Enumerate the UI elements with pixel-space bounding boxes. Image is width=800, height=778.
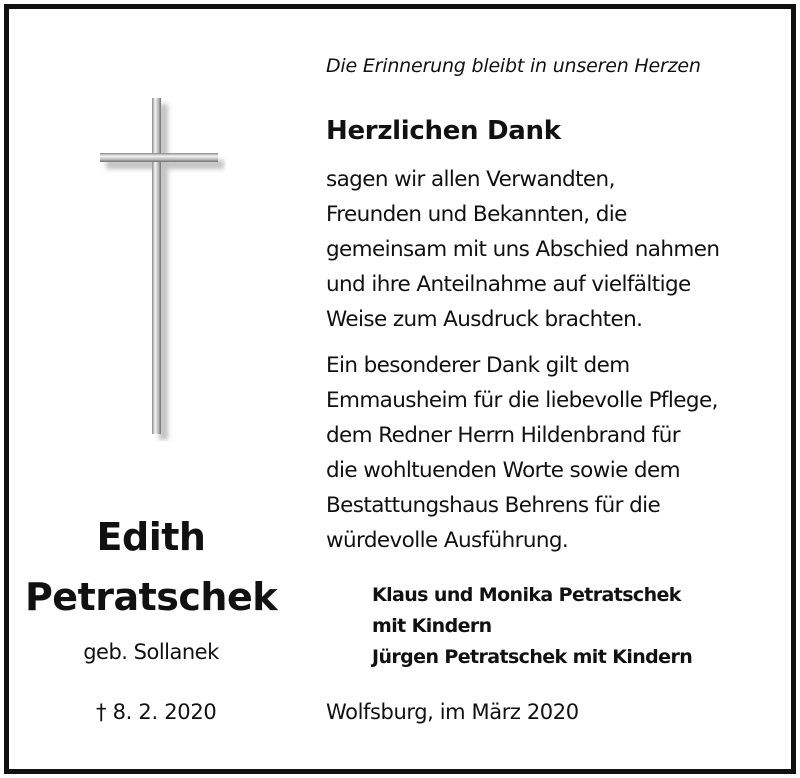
- text-line: Emmausheim für die liebevolle Pflege,: [326, 388, 718, 413]
- maiden-name: geb. Sollanek: [83, 640, 219, 664]
- memorial-motto: Die Erinnerung bleibt in unseren Herzen: [326, 55, 701, 77]
- deceased-last-name: Petratschek: [24, 575, 278, 619]
- cross-icon: [96, 96, 226, 441]
- deceased-first-name: Edith: [96, 515, 206, 559]
- text-line: Weise zum Ausdruck brachten.: [326, 307, 643, 332]
- text-line: sagen wir allen Verwandten,: [326, 167, 615, 192]
- text-line: die wohltuenden Worte sowie dem: [326, 458, 680, 483]
- mourner-line: mit Kindern: [372, 615, 492, 637]
- place-and-date: Wolfsburg, im März 2020: [326, 700, 579, 724]
- text-line: Ein besonderer Dank gilt dem: [326, 353, 630, 378]
- text-line: Freunden und Bekannten, die: [326, 202, 627, 227]
- text-line: dem Redner Herrn Hildenbrand für: [326, 423, 681, 448]
- mourner-line: Jürgen Petratschek mit Kindern: [372, 646, 693, 668]
- text-line: Bestattungshaus Behrens für die: [326, 493, 661, 518]
- mourner-line: Klaus und Monika Petratschek: [372, 584, 681, 606]
- thanks-paragraph: [326, 162, 776, 337]
- text-line: und ihre Anteilnahme auf vielfältige: [326, 272, 691, 297]
- text-line: gemeinsam mit uns Abschied nahmen: [326, 237, 720, 262]
- special-thanks-paragraph: [326, 348, 776, 558]
- thanks-heading: Herzlichen Dank: [326, 116, 561, 146]
- text-line: würdevolle Ausführung.: [326, 528, 569, 553]
- mourners-signature: [372, 580, 692, 673]
- death-date: † 8. 2. 2020: [96, 700, 217, 724]
